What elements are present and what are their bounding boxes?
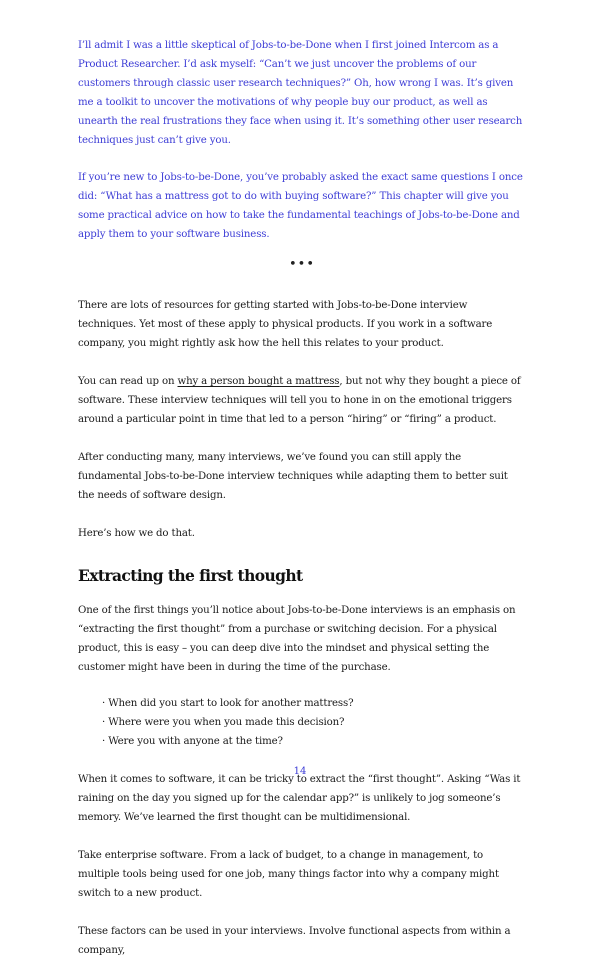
body-paragraph-2-end: , but not why they bought a piece of software. These interview techniques will tell you to hone in on the emotional triggers around a particular point in time that led to a person “hiring” or “firing” a product. xyxy=(78,376,521,425)
section-paragraph-3: Take enterprise software. From a lack of budget, to a change in management, to multiple tools being used for one job, many things factor into why a company might switch to a new product. xyxy=(78,850,499,899)
body-section xyxy=(78,296,526,960)
page-number: 14 xyxy=(293,766,307,777)
list-item: · Were you with anyone at the time? xyxy=(102,732,526,751)
intro-paragraph-1: I’ll admit I was a little skeptical of Jobs-to-be-Done when I first joined Intercom as a Product Researcher. I’d ask myself: “Can’t we just uncover the problems of our customers through classic user research techniques?” Oh, how wrong I was. It’s given me a toolkit to uncover the motivations of why people buy our product, as well as unearth the real frustrations they face when using it. It’s something other user research techniques just can’t give you. xyxy=(78,40,523,146)
list-item: · When did you start to look for another mattress? xyxy=(102,694,526,713)
body-paragraph-1: There are lots of resources for getting started with Jobs-to-be-Done interview techniques. Yet most of these apply to physical products. If you work in a software company, you might rightly ask how the hell this relates to your product. xyxy=(78,300,493,349)
intro-section xyxy=(78,36,526,244)
section-heading: Extracting the first thought xyxy=(78,566,303,585)
body-paragraph-4: Here’s how we do that. xyxy=(78,528,195,539)
section-separator: ••• xyxy=(288,257,315,272)
section-paragraph-2: When it comes to software, it can be tricky to extract the “first thought”. Asking “Was it raining on the day you signed up for the calendar app?” is unlikely to jog someone’s memory. We’ve learned the first thought can be multidimensional. xyxy=(78,774,521,823)
intro-paragraph-2: If you’re new to Jobs-to-be-Done, you’ve probably asked the exact same questions I once did: “What has a mattress got to do with buying software?” This chapter will give you some practical advice on how to take the fundamental teachings of Jobs-to-be-Done and apply them to your software business. xyxy=(78,172,523,240)
question-list xyxy=(102,694,526,751)
mattress-article-link[interactable]: why a person bought a mattress xyxy=(177,376,340,387)
section-paragraph-1: One of the first things you’ll notice about Jobs-to-be-Done interviews is an emphasis on “extracting the first thought” from a purchase or switching decision. For a physical product, this is easy – you can deep dive into the mindset and physical setting the customer might have been in during the time of the purchase. xyxy=(78,605,516,673)
body-paragraph-2 xyxy=(78,372,526,429)
body-paragraph-2-start: You can read up on xyxy=(78,376,178,387)
page-content xyxy=(78,36,526,960)
body-paragraph-3: After conducting many, many interviews, we’ve found you can still apply the fundamental Jobs-to-be-Done interview techniques while adapting them to better suit the needs of software design. xyxy=(78,452,508,501)
section-paragraph-4: These factors can be used in your interviews. Involve functional aspects from within a company, xyxy=(78,926,511,956)
list-item: · Where were you when you made this decision? xyxy=(102,713,526,732)
